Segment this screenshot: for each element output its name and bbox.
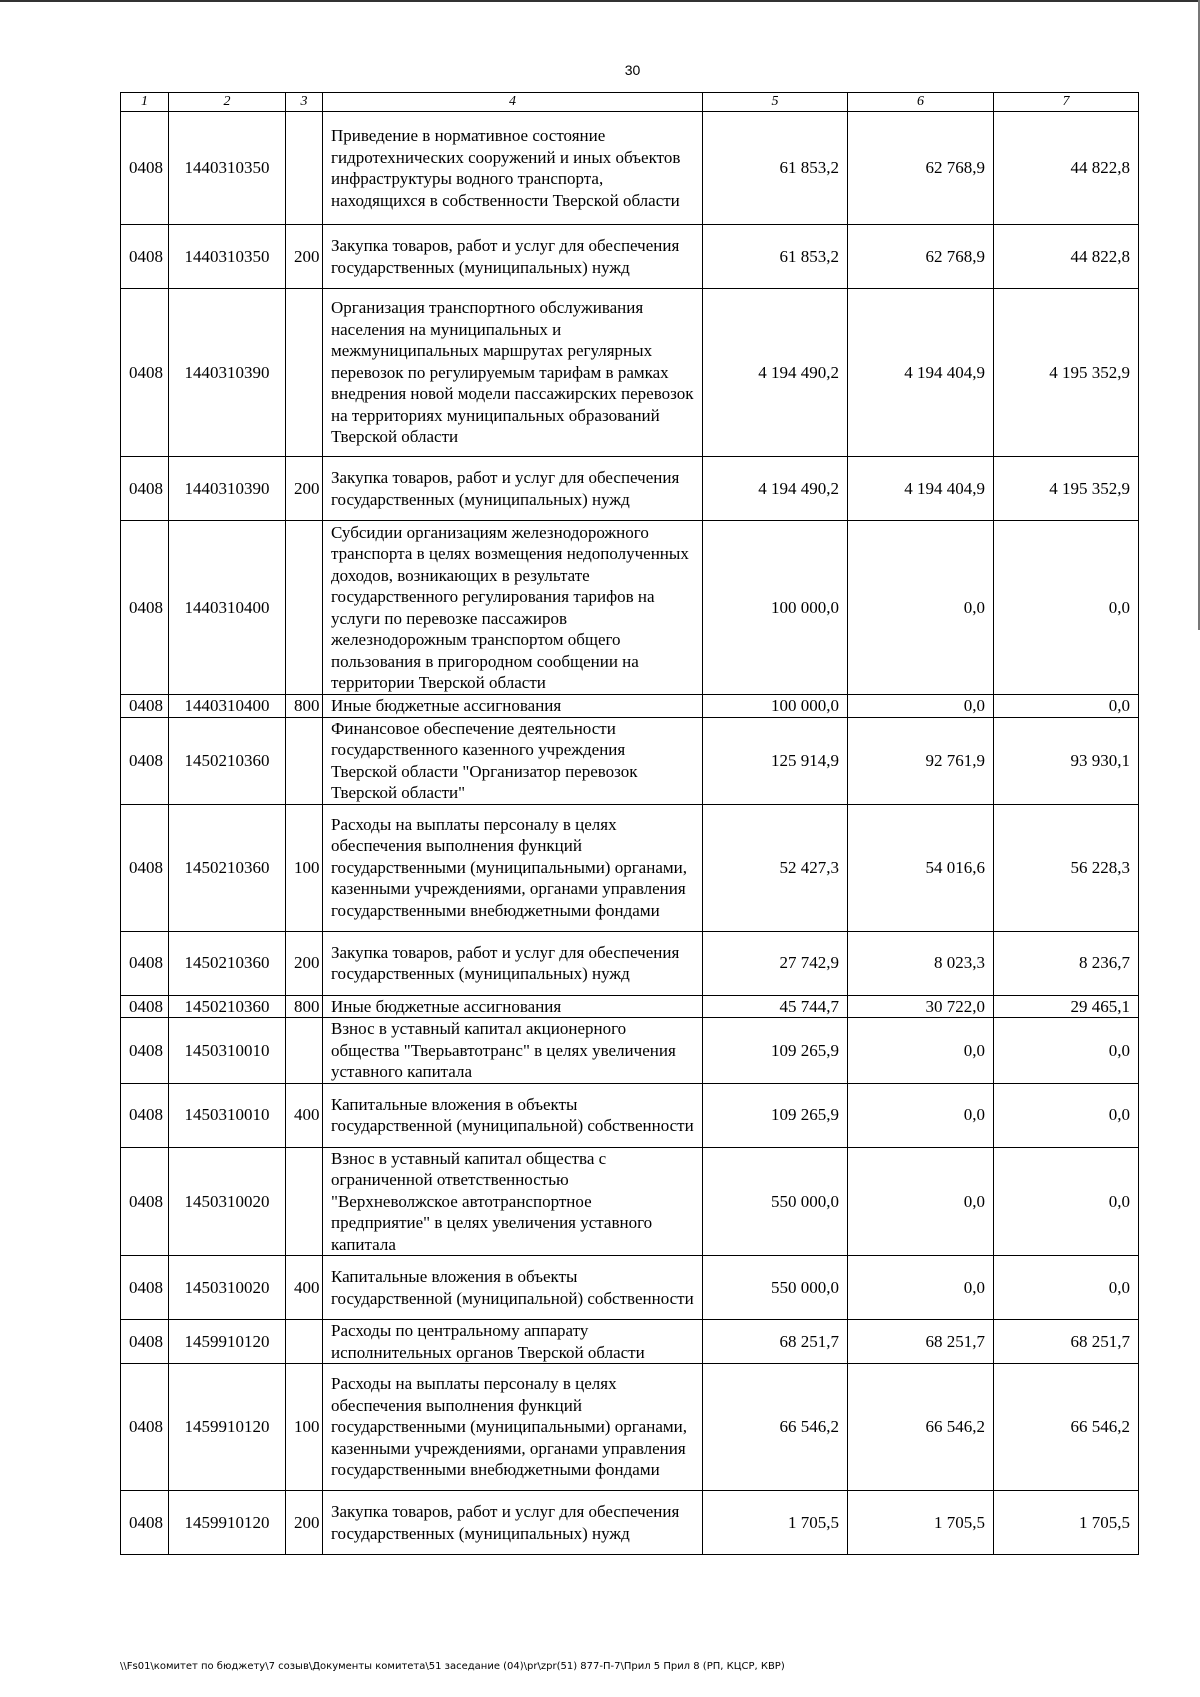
item-name-cell: Приведение в нормативное состояние гидротехнических сооружений и иных объектов инфраструктуры водного транспорта, находящихся в собственности Тверской области [323,112,703,225]
expense-type-code-cell [286,289,323,457]
page-number: 30 [624,62,641,78]
table-row [121,457,1139,521]
section-code-cell: 0408 [121,521,169,695]
table-row [121,225,1139,289]
target-article-code-cell: 1450210360 [169,931,286,995]
table-row [121,1320,1139,1364]
target-article-code-cell: 1450310010 [169,1018,286,1084]
expense-type-code-cell: 200 [286,931,323,995]
expense-type-code-cell: 400 [286,1256,323,1320]
amount-col6-cell: 0,0 [848,521,994,695]
amount-col6-cell: 62 768,9 [848,225,994,289]
amount-col7-cell: 0,0 [994,1147,1139,1256]
amount-col5-cell: 100 000,0 [703,521,848,695]
target-article-code-cell: 1459910120 [169,1491,286,1555]
amount-col7-cell: 0,0 [994,521,1139,695]
target-article-code-cell: 1459910120 [169,1320,286,1364]
target-article-code-cell: 1440310390 [169,457,286,521]
amount-col6-cell: 8 023,3 [848,931,994,995]
amount-col7-cell: 0,0 [994,695,1139,718]
target-article-code-cell: 1459910120 [169,1364,286,1491]
amount-col5-cell: 52 427,3 [703,804,848,931]
column-header-3: 3 [286,93,323,112]
expense-type-code-cell: 200 [286,457,323,521]
section-code-cell: 0408 [121,1491,169,1555]
page-frame-top [0,0,1200,2]
expense-type-code-cell [286,521,323,695]
amount-col6-cell: 68 251,7 [848,1320,994,1364]
amount-col5-cell: 66 546,2 [703,1364,848,1491]
item-name-cell: Взнос в уставный капитал акционерного общества "Тверьавтотранс" в целях увеличения уставного капитала [323,1018,703,1084]
target-article-code-cell: 1440310400 [169,521,286,695]
item-name-cell: Взнос в уставный капитал общества с ограниченной ответственностью "Верхневолжское автотранспортное предприятие" в целях увеличения уставного капитала [323,1147,703,1256]
amount-col7-cell: 0,0 [994,1083,1139,1147]
target-article-code-cell: 1440310350 [169,112,286,225]
amount-col6-cell: 62 768,9 [848,112,994,225]
amount-col7-cell: 0,0 [994,1256,1139,1320]
section-code-cell: 0408 [121,1018,169,1084]
column-header-1: 1 [121,93,169,112]
item-name-cell: Расходы на выплаты персоналу в целях обеспечения выполнения функций государственными (муниципальными) органами, казенными учреждениями, органами управления государственными внебюджетными фондами [323,804,703,931]
item-name-cell: Организация транспортного обслуживания населения на муниципальных и межмуниципальных маршрутах регулярных перевозок по регулируемым тарифам в рамках внедрения новой модели пассажирских перевозок на территориях муниципальных образований Тверской области [323,289,703,457]
table-row [121,717,1139,804]
target-article-code-cell: 1450310020 [169,1147,286,1256]
amount-col5-cell: 1 705,5 [703,1491,848,1555]
amount-col5-cell: 68 251,7 [703,1320,848,1364]
budget-table [120,92,1139,1555]
section-code-cell: 0408 [121,1320,169,1364]
amount-col7-cell: 8 236,7 [994,931,1139,995]
target-article-code-cell: 1440310390 [169,289,286,457]
amount-col5-cell: 125 914,9 [703,717,848,804]
expense-type-code-cell [286,717,323,804]
column-header-2: 2 [169,93,286,112]
table-row [121,1018,1139,1084]
section-code-cell: 0408 [121,804,169,931]
section-code-cell: 0408 [121,1147,169,1256]
expense-type-code-cell [286,1147,323,1256]
amount-col5-cell: 550 000,0 [703,1147,848,1256]
amount-col7-cell: 56 228,3 [994,804,1139,931]
item-name-cell: Расходы по центральному аппарату исполнительных органов Тверской области [323,1320,703,1364]
budget-table-body [121,112,1139,1555]
section-code-cell: 0408 [121,695,169,718]
amount-col7-cell: 44 822,8 [994,112,1139,225]
table-row [121,521,1139,695]
column-header-6: 6 [848,93,994,112]
section-code-cell: 0408 [121,1256,169,1320]
expense-type-code-cell [286,112,323,225]
expense-type-code-cell: 100 [286,804,323,931]
table-row [121,931,1139,995]
amount-col5-cell: 109 265,9 [703,1018,848,1084]
table-row [121,1083,1139,1147]
section-code-cell: 0408 [121,1083,169,1147]
item-name-cell: Капитальные вложения в объекты государственной (муниципальной) собственности [323,1256,703,1320]
table-row [121,1364,1139,1491]
expense-type-code-cell [286,1018,323,1084]
amount-col6-cell: 0,0 [848,1256,994,1320]
item-name-cell: Расходы на выплаты персоналу в целях обеспечения выполнения функций государственными (муниципальными) органами, казенными учреждениями, органами управления государственными внебюджетными фондами [323,1364,703,1491]
item-name-cell: Закупка товаров, работ и услуг для обеспечения государственных (муниципальных) нужд [323,225,703,289]
target-article-code-cell: 1450210360 [169,717,286,804]
section-code-cell: 0408 [121,225,169,289]
amount-col5-cell: 27 742,9 [703,931,848,995]
amount-col5-cell: 4 194 490,2 [703,289,848,457]
section-code-cell: 0408 [121,457,169,521]
item-name-cell: Закупка товаров, работ и услуг для обеспечения государственных (муниципальных) нужд [323,931,703,995]
table-row [121,1256,1139,1320]
item-name-cell: Капитальные вложения в объекты государственной (муниципальной) собственности [323,1083,703,1147]
amount-col5-cell: 61 853,2 [703,225,848,289]
target-article-code-cell: 1450310020 [169,1256,286,1320]
section-code-cell: 0408 [121,289,169,457]
amount-col6-cell: 4 194 404,9 [848,289,994,457]
expense-type-code-cell: 800 [286,695,323,718]
table-row [121,804,1139,931]
target-article-code-cell: 1450310010 [169,1083,286,1147]
expense-type-code-cell: 200 [286,1491,323,1555]
expense-type-code-cell [286,1320,323,1364]
amount-col6-cell: 4 194 404,9 [848,457,994,521]
table-row [121,995,1139,1018]
amount-col6-cell: 0,0 [848,695,994,718]
amount-col6-cell: 54 016,6 [848,804,994,931]
section-code-cell: 0408 [121,112,169,225]
item-name-cell: Иные бюджетные ассигнования [323,995,703,1018]
section-code-cell: 0408 [121,931,169,995]
amount-col5-cell: 550 000,0 [703,1256,848,1320]
item-name-cell: Финансовое обеспечение деятельности государственного казенного учреждения Тверской области "Организатор перевозок Тверской области" [323,717,703,804]
amount-col6-cell: 92 761,9 [848,717,994,804]
table-row [121,1147,1139,1256]
table-row [121,695,1139,718]
amount-col6-cell: 66 546,2 [848,1364,994,1491]
item-name-cell: Закупка товаров, работ и услуг для обеспечения государственных (муниципальных) нужд [323,457,703,521]
amount-col5-cell: 45 744,7 [703,995,848,1018]
amount-col7-cell: 93 930,1 [994,717,1139,804]
item-name-cell: Субсидии организациям железнодорожного транспорта в целях возмещения недополученных доходов, возникающих в результате государственного регулирования тарифов на услуги по перевозке пассажиров железнодорожным транспортом общего пользования в пригородном сообщении на территории Тверской области [323,521,703,695]
column-header-5: 5 [703,93,848,112]
expense-type-code-cell: 200 [286,225,323,289]
target-article-code-cell: 1450210360 [169,995,286,1018]
expense-type-code-cell: 400 [286,1083,323,1147]
item-name-cell: Иные бюджетные ассигнования [323,695,703,718]
amount-col7-cell: 44 822,8 [994,225,1139,289]
column-number-row [121,93,1139,112]
amount-col6-cell: 1 705,5 [848,1491,994,1555]
amount-col5-cell: 109 265,9 [703,1083,848,1147]
table-row [121,1491,1139,1555]
expense-type-code-cell: 800 [286,995,323,1018]
amount-col7-cell: 29 465,1 [994,995,1139,1018]
amount-col5-cell: 61 853,2 [703,112,848,225]
table-row [121,112,1139,225]
amount-col7-cell: 68 251,7 [994,1320,1139,1364]
section-code-cell: 0408 [121,1364,169,1491]
table-row [121,289,1139,457]
amount-col7-cell: 66 546,2 [994,1364,1139,1491]
amount-col5-cell: 100 000,0 [703,695,848,718]
amount-col5-cell: 4 194 490,2 [703,457,848,521]
item-name-cell: Закупка товаров, работ и услуг для обеспечения государственных (муниципальных) нужд [323,1491,703,1555]
amount-col6-cell: 30 722,0 [848,995,994,1018]
target-article-code-cell: 1440310400 [169,695,286,718]
amount-col6-cell: 0,0 [848,1083,994,1147]
amount-col6-cell: 0,0 [848,1018,994,1084]
amount-col7-cell: 4 195 352,9 [994,457,1139,521]
section-code-cell: 0408 [121,717,169,804]
column-header-7: 7 [994,93,1139,112]
amount-col7-cell: 1 705,5 [994,1491,1139,1555]
amount-col7-cell: 4 195 352,9 [994,289,1139,457]
section-code-cell: 0408 [121,995,169,1018]
footer-file-path: \\Fs01\комитет по бюджету\7 созыв\Документы комитета\51 заседание (04)\pr\zpr(51) 877-П-7\Прил 5 Прил 8 (РП, КЦСР, КВР) [120,1661,785,1672]
target-article-code-cell: 1440310350 [169,225,286,289]
amount-col6-cell: 0,0 [848,1147,994,1256]
target-article-code-cell: 1450210360 [169,804,286,931]
expense-type-code-cell: 100 [286,1364,323,1491]
amount-col7-cell: 0,0 [994,1018,1139,1084]
column-header-4: 4 [323,93,703,112]
